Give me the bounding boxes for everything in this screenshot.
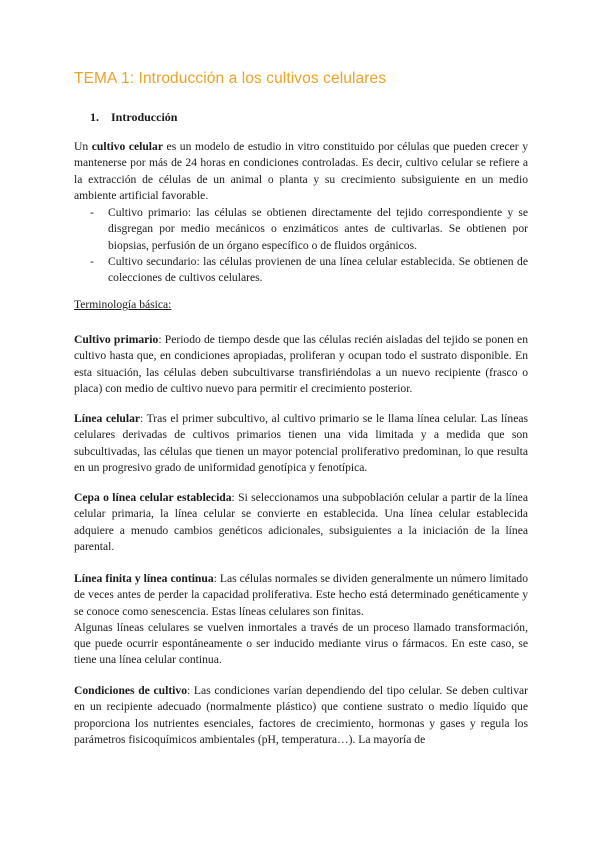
definition-term: Línea celular xyxy=(74,412,141,425)
list-item-text: Cultivo primario: las células se obtienen directamente del tejido correspondiente y se disgregan por medio mecánicos o enzimáticos antes de cultivarlas. Se obtienen por biopsias, perfusión de un órgano específico o de fluidos orgánicos. xyxy=(108,206,528,252)
list-item xyxy=(74,205,528,254)
bullet-dash: - xyxy=(90,206,94,219)
bullet-dash: - xyxy=(90,254,94,268)
definition-text: : Las condiciones varían dependiendo del tipo celular. Se deben cultivar en un recipiente adecuado (normalmente plástico) que contiene sustrato o medio líquido que proporciona los nutrientes esenciales, factores de crecimiento, hormonas y gases y regula los parámetros fisicoquímicos ambientales (pH, temperatura…). La mayoría de xyxy=(74,684,528,746)
definition-term: Cultivo primario xyxy=(74,333,159,346)
definition-paragraph xyxy=(74,411,528,476)
section-number: 1. xyxy=(90,110,99,124)
intro-paragraph xyxy=(74,139,528,204)
page-title: TEMA 1: Introducción a los cultivos celulares xyxy=(74,70,387,87)
intro-prefix: Un xyxy=(74,140,92,153)
definition-term: Condiciones de cultivo xyxy=(74,684,187,697)
definition-text: : Tras el primer subcultivo, al cultivo primario se le llama línea celular. Las líneas celulares derivadas de cultivos primarios tienen una vida limitada y a medida que son subcultivadas, las células que tienen un mayor potencial proliferativo predominan, lo que resulta en un progresivo grado de uniformidad genotípica y fenotípica. xyxy=(74,412,528,474)
definition-paragraph xyxy=(74,490,528,555)
definition-paragraph xyxy=(74,332,528,397)
intro-text: es un modelo de estudio in vitro constituido por células que pueden crecer y mantenerse por más de 24 horas en condiciones controladas. Es decir, cultivo celular se refiere a la extracción de células de un animal o planta y su crecimiento subsiguiente en un medio ambiente artificial favorable. xyxy=(74,140,528,202)
definition-text-continued: Algunas líneas celulares se vuelven inmortales a través de un proceso llamado transformación, que puede ocurrir espontáneamente o ser inducido mediante virus o fármacos. En este caso, se tiene una línea celular continua. xyxy=(74,620,528,667)
intro-term: cultivo celular xyxy=(91,140,163,153)
definition-term: Línea finita y línea continua xyxy=(74,572,214,585)
list-item-text: Cultivo secundario: las células provienen de una línea celular establecida. Se obtienen de colecciones de cultivos celulares. xyxy=(108,254,528,285)
definition-paragraph xyxy=(74,683,528,748)
culture-types-list xyxy=(74,205,528,286)
definition-text: : Si seleccionamos una subpoblación celular a partir de la línea celular primaria, la línea celular se convierte en establecida. Una línea celular establecida adquiere a menudo cambios genéticos adicionales, subsiguientes a la iniciación de la línea parental. xyxy=(74,491,528,553)
definition-paragraph xyxy=(74,571,528,669)
terminology-heading: Terminología básica: xyxy=(74,298,172,311)
definition-text: : Las células normales se dividen generalmente un número limitado de veces antes de perder la capacidad proliferativa. Este hecho está determinado genéticamente y se conoce como senescencia. Estas líneas celulares son finitas. xyxy=(74,572,528,618)
list-item xyxy=(74,254,528,287)
section-heading xyxy=(90,110,490,125)
section-title: Introducción xyxy=(111,110,178,124)
definition-text: : Periodo de tiempo desde que las células recién aisladas del tejido se ponen en cultivo hasta que, en condiciones apropiadas, proliferan y ocupan todo el sustrato disponible. En esta situación, las células deben subcultivarse transfiriéndolas a un nuevo recipiente (frasco o placa) con medio de cultivo nuevo para permitir el crecimiento posterior. xyxy=(74,333,528,395)
definition-term: Cepa o línea celular establecida xyxy=(74,491,232,504)
